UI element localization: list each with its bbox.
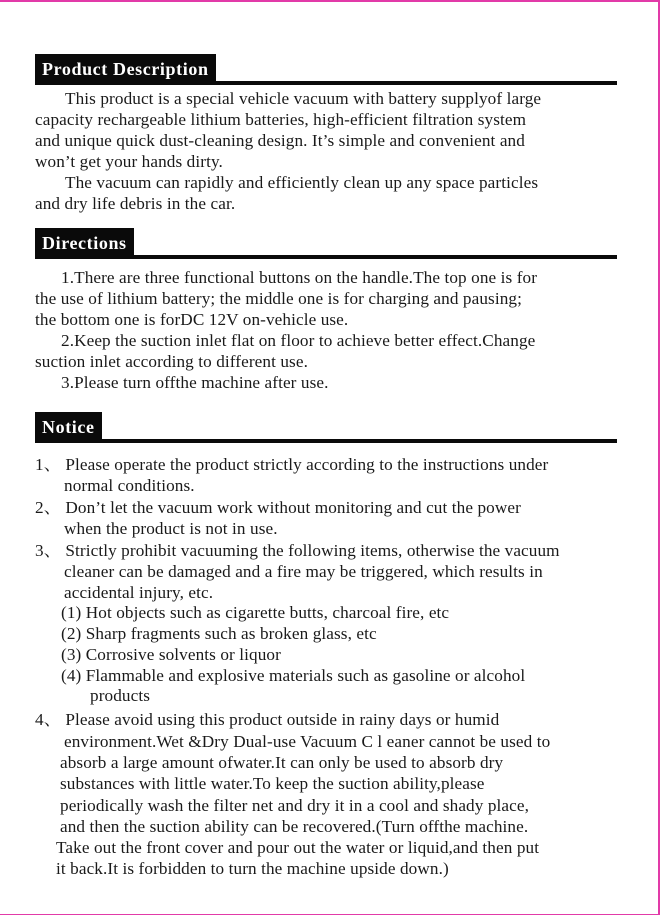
notice-line: it back.It is forbidden to turn the machine upside down.)	[56, 859, 449, 878]
notice-line: Take out the front cover and pour out the water or liquid,and then put	[56, 838, 540, 857]
notice-line: 4、 Please avoid using this product outside in rainy days or humid	[35, 710, 500, 729]
directions-header	[35, 228, 617, 259]
notice-line: absorb a large amount ofwater.It can only be used to absorb dry	[60, 753, 504, 772]
product-description-header	[35, 54, 617, 85]
description-line: won’t get your hands dirty.	[35, 152, 223, 171]
directions-title: Directions	[35, 228, 134, 259]
notice-line: products	[90, 686, 150, 705]
directions-line: the bottom one is forDC 12V on-vehicle use.	[35, 310, 349, 329]
notice-line: 3、 Strictly prohibit vacuuming the following items, otherwise the vacuum	[35, 541, 560, 560]
directions-line: 3.Please turn offthe machine after use.	[61, 373, 329, 392]
description-line: This product is a special vehicle vacuum with battery supplyof large	[65, 89, 542, 108]
notice-line: environment.Wet &Dry Dual-use Vacuum C l eaner cannot be used to	[64, 732, 551, 751]
directions-line: suction inlet according to different use.	[35, 352, 308, 371]
notice-line: (3) Corrosive solvents or liquor	[61, 645, 281, 664]
notice-header	[35, 412, 617, 443]
notice-line: 1、 Please operate the product strictly according to the instructions under	[35, 455, 549, 474]
page-border-top	[0, 0, 660, 2]
directions-line: 2.Keep the suction inlet flat on floor to achieve better effect.Change	[61, 331, 536, 350]
section-rule	[35, 255, 617, 259]
description-line: capacity rechargeable lithium batteries, high-efficient filtration system	[35, 110, 527, 129]
notice-line: (4) Flammable and explosive materials such as gasoline or alcohol	[61, 666, 526, 685]
notice-line: (1) Hot objects such as cigarette butts, charcoal fire, etc	[61, 603, 450, 622]
notice-line: 2、 Don’t let the vacuum work without monitoring and cut the power	[35, 498, 521, 517]
notice-line: periodically wash the filter net and dry it in a cool and shady place,	[60, 796, 529, 815]
notice-line: accidental injury, etc.	[64, 583, 214, 602]
notice-line: substances with little water.To keep the suction ability,please	[60, 774, 485, 793]
notice-line: normal conditions.	[64, 476, 195, 495]
notice-title: Notice	[35, 412, 102, 443]
notice-line: (2) Sharp fragments such as broken glass, etc	[61, 624, 377, 643]
section-rule	[35, 81, 617, 85]
directions-line: the use of lithium battery; the middle one is for charging and pausing;	[35, 289, 522, 308]
notice-line: when the product is not in use.	[64, 519, 278, 538]
section-rule	[35, 439, 617, 443]
description-line: The vacuum can rapidly and efficiently clean up any space particles	[65, 173, 539, 192]
product-description-title: Product Description	[35, 54, 216, 85]
description-line: and unique quick dust-cleaning design. It’s simple and convenient and	[35, 131, 525, 150]
directions-line: 1.There are three functional buttons on the handle.The top one is for	[61, 268, 538, 287]
notice-line: cleaner can be damaged and a fire may be triggered, which results in	[64, 562, 543, 581]
notice-line: and then the suction ability can be recovered.(Turn offthe machine.	[60, 817, 529, 836]
description-line: and dry life debris in the car.	[35, 194, 236, 213]
